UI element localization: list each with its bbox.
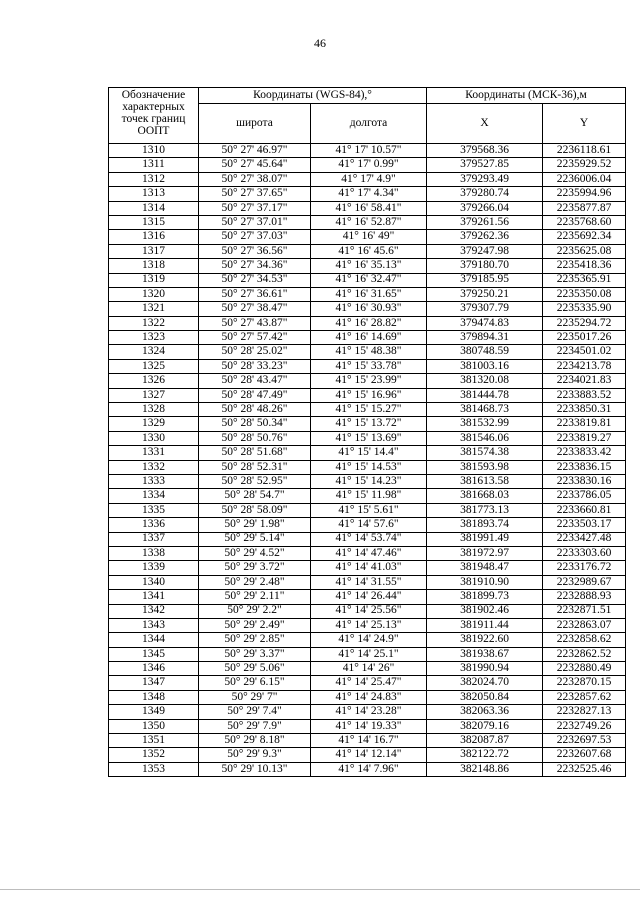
latitude-cell: 50° 29' 10.13" — [199, 762, 311, 776]
y-cell: 2236006.04 — [543, 172, 626, 186]
longitude-cell: 41° 14' 26" — [311, 662, 427, 676]
y-cell: 2235017.26 — [543, 331, 626, 345]
x-cell: 381990.94 — [427, 662, 543, 676]
x-cell: 379266.04 — [427, 201, 543, 215]
x-cell: 382050.84 — [427, 690, 543, 704]
x-cell: 379894.31 — [427, 331, 543, 345]
table-row — [109, 446, 626, 460]
y-cell: 2233830.16 — [543, 474, 626, 488]
point-id-cell: 1346 — [109, 662, 199, 676]
table-row — [109, 215, 626, 229]
x-cell: 381668.03 — [427, 489, 543, 503]
point-id-cell: 1347 — [109, 676, 199, 690]
longitude-cell: 41° 16' 28.82" — [311, 316, 427, 330]
x-cell: 379293.49 — [427, 172, 543, 186]
header-longitude: долгота — [311, 104, 427, 144]
latitude-cell: 50° 29' 4.52" — [199, 546, 311, 560]
latitude-cell: 50° 28' 48.26" — [199, 403, 311, 417]
point-id-cell: 1336 — [109, 518, 199, 532]
latitude-cell: 50° 27' 38.47" — [199, 302, 311, 316]
table-row — [109, 187, 626, 201]
y-cell: 2232888.93 — [543, 590, 626, 604]
y-cell: 2232607.68 — [543, 748, 626, 762]
latitude-cell: 50° 27' 57.42" — [199, 331, 311, 345]
point-id-cell: 1340 — [109, 575, 199, 589]
point-id-cell: 1342 — [109, 604, 199, 618]
table-row — [109, 762, 626, 776]
table-row — [109, 460, 626, 474]
latitude-cell: 50° 29' 7" — [199, 690, 311, 704]
latitude-cell: 50° 27' 37.01" — [199, 215, 311, 229]
header-designation: Обозначение характерных точек границ ООПТ — [109, 88, 199, 144]
latitude-cell: 50° 28' 52.31" — [199, 460, 311, 474]
longitude-cell: 41° 15' 11.98" — [311, 489, 427, 503]
y-cell: 2235625.08 — [543, 244, 626, 258]
latitude-cell: 50° 29' 1.98" — [199, 518, 311, 532]
y-cell: 2233503.17 — [543, 518, 626, 532]
latitude-cell: 50° 27' 37.65" — [199, 187, 311, 201]
latitude-cell: 50° 27' 37.17" — [199, 201, 311, 215]
table-row — [109, 403, 626, 417]
x-cell: 382087.87 — [427, 734, 543, 748]
x-cell: 381773.13 — [427, 503, 543, 517]
x-cell: 381003.16 — [427, 359, 543, 373]
point-id-cell: 1334 — [109, 489, 199, 503]
point-id-cell: 1332 — [109, 460, 199, 474]
table-row — [109, 604, 626, 618]
header-wgs84: Координаты (WGS-84),° — [199, 88, 427, 104]
y-cell: 2233303.60 — [543, 546, 626, 560]
y-cell: 2236118.61 — [543, 144, 626, 158]
longitude-cell: 41° 15' 23.99" — [311, 374, 427, 388]
x-cell: 379307.79 — [427, 302, 543, 316]
longitude-cell: 41° 14' 7.96" — [311, 762, 427, 776]
point-id-cell: 1314 — [109, 201, 199, 215]
longitude-cell: 41° 16' 49" — [311, 230, 427, 244]
latitude-cell: 50° 29' 2.49" — [199, 618, 311, 632]
latitude-cell: 50° 27' 36.61" — [199, 287, 311, 301]
table-row — [109, 590, 626, 604]
y-cell: 2235877.87 — [543, 201, 626, 215]
longitude-cell: 41° 16' 30.93" — [311, 302, 427, 316]
y-cell: 2233883.52 — [543, 388, 626, 402]
y-cell: 2234021.83 — [543, 374, 626, 388]
header-latitude: широта — [199, 104, 311, 144]
point-id-cell: 1333 — [109, 474, 199, 488]
latitude-cell: 50° 29' 2.2" — [199, 604, 311, 618]
x-cell: 382148.86 — [427, 762, 543, 776]
x-cell: 381593.98 — [427, 460, 543, 474]
table-row — [109, 345, 626, 359]
x-cell: 381911.44 — [427, 618, 543, 632]
point-id-cell: 1315 — [109, 215, 199, 229]
latitude-cell: 50° 27' 46.97" — [199, 144, 311, 158]
latitude-cell: 50° 29' 8.18" — [199, 734, 311, 748]
longitude-cell: 41° 16' 35.13" — [311, 259, 427, 273]
table-row — [109, 489, 626, 503]
table-row — [109, 734, 626, 748]
latitude-cell: 50° 29' 7.4" — [199, 705, 311, 719]
point-id-cell: 1343 — [109, 618, 199, 632]
page-number: 46 — [314, 36, 326, 50]
table-row — [109, 374, 626, 388]
longitude-cell: 41° 14' 53.74" — [311, 532, 427, 546]
longitude-cell: 41° 15' 5.61" — [311, 503, 427, 517]
longitude-cell: 41° 15' 14.23" — [311, 474, 427, 488]
table-row — [109, 158, 626, 172]
y-cell: 2233427.48 — [543, 532, 626, 546]
latitude-cell: 50° 28' 25.02" — [199, 345, 311, 359]
x-cell: 382024.70 — [427, 676, 543, 690]
y-cell: 2235994.96 — [543, 187, 626, 201]
y-cell: 2232863.07 — [543, 618, 626, 632]
table-row — [109, 417, 626, 431]
table-row — [109, 518, 626, 532]
y-cell: 2233819.27 — [543, 431, 626, 445]
table-row — [109, 201, 626, 215]
latitude-cell: 50° 28' 33.23" — [199, 359, 311, 373]
latitude-cell: 50° 29' 2.11" — [199, 590, 311, 604]
point-id-cell: 1337 — [109, 532, 199, 546]
longitude-cell: 41° 16' 14.69" — [311, 331, 427, 345]
latitude-cell: 50° 27' 34.53" — [199, 273, 311, 287]
x-cell: 379527.85 — [427, 158, 543, 172]
y-cell: 2232880.49 — [543, 662, 626, 676]
point-id-cell: 1338 — [109, 546, 199, 560]
table-row — [109, 172, 626, 186]
point-id-cell: 1329 — [109, 417, 199, 431]
y-cell: 2234213.78 — [543, 359, 626, 373]
point-id-cell: 1320 — [109, 287, 199, 301]
longitude-cell: 41° 15' 15.27" — [311, 403, 427, 417]
longitude-cell: 41° 14' 26.44" — [311, 590, 427, 604]
y-cell: 2232827.13 — [543, 705, 626, 719]
point-id-cell: 1331 — [109, 446, 199, 460]
latitude-cell: 50° 29' 5.14" — [199, 532, 311, 546]
y-cell: 2232697.53 — [543, 734, 626, 748]
table-row — [109, 546, 626, 560]
latitude-cell: 50° 28' 50.34" — [199, 417, 311, 431]
table-row — [109, 633, 626, 647]
y-cell: 2232870.15 — [543, 676, 626, 690]
x-cell: 381546.06 — [427, 431, 543, 445]
longitude-cell: 41° 17' 4.34" — [311, 187, 427, 201]
table-row — [109, 244, 626, 258]
table-row — [109, 474, 626, 488]
longitude-cell: 41° 14' 47.46" — [311, 546, 427, 560]
latitude-cell: 50° 29' 3.72" — [199, 561, 311, 575]
longitude-cell: 41° 15' 13.72" — [311, 417, 427, 431]
point-id-cell: 1353 — [109, 762, 199, 776]
table-row — [109, 532, 626, 546]
x-cell: 379568.36 — [427, 144, 543, 158]
table-row — [109, 705, 626, 719]
point-id-cell: 1321 — [109, 302, 199, 316]
point-id-cell: 1345 — [109, 647, 199, 661]
y-cell: 2235365.91 — [543, 273, 626, 287]
table-row — [109, 561, 626, 575]
latitude-cell: 50° 28' 52.95" — [199, 474, 311, 488]
table-row — [109, 273, 626, 287]
table-row — [109, 575, 626, 589]
longitude-cell: 41° 14' 25.1" — [311, 647, 427, 661]
x-cell: 381922.60 — [427, 633, 543, 647]
longitude-cell: 41° 14' 24.9" — [311, 633, 427, 647]
longitude-cell: 41° 14' 12.14" — [311, 748, 427, 762]
table-row — [109, 359, 626, 373]
x-cell: 381991.49 — [427, 532, 543, 546]
longitude-cell: 41° 17' 0.99" — [311, 158, 427, 172]
y-cell: 2235692.34 — [543, 230, 626, 244]
latitude-cell: 50° 27' 34.36" — [199, 259, 311, 273]
point-id-cell: 1351 — [109, 734, 199, 748]
point-id-cell: 1341 — [109, 590, 199, 604]
latitude-cell: 50° 27' 43.87" — [199, 316, 311, 330]
y-cell: 2233836.15 — [543, 460, 626, 474]
latitude-cell: 50° 29' 5.06" — [199, 662, 311, 676]
point-id-cell: 1328 — [109, 403, 199, 417]
y-cell: 2235350.08 — [543, 287, 626, 301]
point-id-cell: 1318 — [109, 259, 199, 273]
point-id-cell: 1319 — [109, 273, 199, 287]
point-id-cell: 1316 — [109, 230, 199, 244]
table-row — [109, 618, 626, 632]
y-cell: 2232525.46 — [543, 762, 626, 776]
table-row — [109, 144, 626, 158]
point-id-cell: 1326 — [109, 374, 199, 388]
header-x: X — [427, 104, 543, 144]
table-row — [109, 259, 626, 273]
y-cell: 2232871.51 — [543, 604, 626, 618]
page-bottom-divider — [0, 889, 640, 890]
point-id-cell: 1313 — [109, 187, 199, 201]
y-cell: 2233850.31 — [543, 403, 626, 417]
y-cell: 2232862.52 — [543, 647, 626, 661]
latitude-cell: 50° 27' 36.56" — [199, 244, 311, 258]
longitude-cell: 41° 15' 48.38" — [311, 345, 427, 359]
table-row — [109, 748, 626, 762]
x-cell: 381938.67 — [427, 647, 543, 661]
longitude-cell: 41° 17' 4.9" — [311, 172, 427, 186]
latitude-cell: 50° 29' 7.9" — [199, 719, 311, 733]
y-cell: 2232749.26 — [543, 719, 626, 733]
y-cell: 2233819.81 — [543, 417, 626, 431]
x-cell: 381320.08 — [427, 374, 543, 388]
point-id-cell: 1324 — [109, 345, 199, 359]
point-id-cell: 1352 — [109, 748, 199, 762]
longitude-cell: 41° 14' 24.83" — [311, 690, 427, 704]
latitude-cell: 50° 28' 58.09" — [199, 503, 311, 517]
point-id-cell: 1312 — [109, 172, 199, 186]
point-id-cell: 1322 — [109, 316, 199, 330]
longitude-cell: 41° 14' 41.03" — [311, 561, 427, 575]
point-id-cell: 1350 — [109, 719, 199, 733]
x-cell: 379185.95 — [427, 273, 543, 287]
table-row — [109, 316, 626, 330]
longitude-cell: 41° 15' 16.96" — [311, 388, 427, 402]
header-y: Y — [543, 104, 626, 144]
x-cell: 380748.59 — [427, 345, 543, 359]
x-cell: 381613.58 — [427, 474, 543, 488]
table-row — [109, 302, 626, 316]
point-id-cell: 1323 — [109, 331, 199, 345]
y-cell: 2235335.90 — [543, 302, 626, 316]
point-id-cell: 1311 — [109, 158, 199, 172]
y-cell: 2232857.62 — [543, 690, 626, 704]
table-row — [109, 331, 626, 345]
x-cell: 381972.97 — [427, 546, 543, 560]
header-msk36: Координаты (МСК-36),м — [427, 88, 626, 104]
longitude-cell: 41° 14' 31.55" — [311, 575, 427, 589]
table-row — [109, 676, 626, 690]
x-cell: 381468.73 — [427, 403, 543, 417]
x-cell: 382122.72 — [427, 748, 543, 762]
x-cell: 381910.90 — [427, 575, 543, 589]
x-cell: 379250.21 — [427, 287, 543, 301]
table-row — [109, 647, 626, 661]
table-row — [109, 690, 626, 704]
y-cell: 2233176.72 — [543, 561, 626, 575]
y-cell: 2233786.05 — [543, 489, 626, 503]
longitude-cell: 41° 16' 31.65" — [311, 287, 427, 301]
x-cell: 382063.36 — [427, 705, 543, 719]
longitude-cell: 41° 16' 32.47" — [311, 273, 427, 287]
x-cell: 379262.36 — [427, 230, 543, 244]
longitude-cell: 41° 14' 16.7" — [311, 734, 427, 748]
point-id-cell: 1349 — [109, 705, 199, 719]
y-cell: 2234501.02 — [543, 345, 626, 359]
table-body — [109, 144, 626, 777]
latitude-cell: 50° 28' 43.47" — [199, 374, 311, 388]
point-id-cell: 1317 — [109, 244, 199, 258]
latitude-cell: 50° 27' 38.07" — [199, 172, 311, 186]
y-cell: 2235929.52 — [543, 158, 626, 172]
longitude-cell: 41° 16' 58.41" — [311, 201, 427, 215]
latitude-cell: 50° 28' 54.7" — [199, 489, 311, 503]
x-cell: 379474.83 — [427, 316, 543, 330]
longitude-cell: 41° 14' 25.56" — [311, 604, 427, 618]
longitude-cell: 41° 14' 25.13" — [311, 618, 427, 632]
table-header — [109, 88, 626, 144]
longitude-cell: 41° 16' 52.87" — [311, 215, 427, 229]
latitude-cell: 50° 28' 47.49" — [199, 388, 311, 402]
latitude-cell: 50° 29' 6.15" — [199, 676, 311, 690]
x-cell: 379180.70 — [427, 259, 543, 273]
x-cell: 379280.74 — [427, 187, 543, 201]
longitude-cell: 41° 14' 57.6" — [311, 518, 427, 532]
y-cell: 2232989.67 — [543, 575, 626, 589]
longitude-cell: 41° 15' 14.4" — [311, 446, 427, 460]
y-cell: 2235294.72 — [543, 316, 626, 330]
longitude-cell: 41° 15' 14.53" — [311, 460, 427, 474]
latitude-cell: 50° 27' 37.03" — [199, 230, 311, 244]
y-cell: 2235418.36 — [543, 259, 626, 273]
longitude-cell: 41° 16' 45.6" — [311, 244, 427, 258]
x-cell: 379247.98 — [427, 244, 543, 258]
table-row — [109, 719, 626, 733]
point-id-cell: 1348 — [109, 690, 199, 704]
point-id-cell: 1310 — [109, 144, 199, 158]
latitude-cell: 50° 29' 2.48" — [199, 575, 311, 589]
x-cell: 381532.99 — [427, 417, 543, 431]
longitude-cell: 41° 15' 33.78" — [311, 359, 427, 373]
latitude-cell: 50° 29' 2.85" — [199, 633, 311, 647]
latitude-cell: 50° 29' 9.3" — [199, 748, 311, 762]
y-cell: 2233660.81 — [543, 503, 626, 517]
table-row — [109, 287, 626, 301]
point-id-cell: 1327 — [109, 388, 199, 402]
point-id-cell: 1344 — [109, 633, 199, 647]
longitude-cell: 41° 14' 23.28" — [311, 705, 427, 719]
table-row — [109, 503, 626, 517]
point-id-cell: 1330 — [109, 431, 199, 445]
x-cell: 382079.16 — [427, 719, 543, 733]
y-cell: 2233833.42 — [543, 446, 626, 460]
x-cell: 381574.38 — [427, 446, 543, 460]
table-row — [109, 230, 626, 244]
x-cell: 381902.46 — [427, 604, 543, 618]
longitude-cell: 41° 15' 13.69" — [311, 431, 427, 445]
point-id-cell: 1325 — [109, 359, 199, 373]
x-cell: 381948.47 — [427, 561, 543, 575]
longitude-cell: 41° 14' 25.47" — [311, 676, 427, 690]
y-cell: 2232858.62 — [543, 633, 626, 647]
x-cell: 381444.78 — [427, 388, 543, 402]
table-row — [109, 388, 626, 402]
table-row — [109, 662, 626, 676]
longitude-cell: 41° 17' 10.57" — [311, 144, 427, 158]
x-cell: 379261.56 — [427, 215, 543, 229]
latitude-cell: 50° 28' 50.76" — [199, 431, 311, 445]
coordinates-table — [108, 87, 626, 777]
latitude-cell: 50° 27' 45.64" — [199, 158, 311, 172]
y-cell: 2235768.60 — [543, 215, 626, 229]
point-id-cell: 1335 — [109, 503, 199, 517]
longitude-cell: 41° 14' 19.33" — [311, 719, 427, 733]
latitude-cell: 50° 28' 51.68" — [199, 446, 311, 460]
table-row — [109, 431, 626, 445]
x-cell: 381893.74 — [427, 518, 543, 532]
x-cell: 381899.73 — [427, 590, 543, 604]
latitude-cell: 50° 29' 3.37" — [199, 647, 311, 661]
point-id-cell: 1339 — [109, 561, 199, 575]
